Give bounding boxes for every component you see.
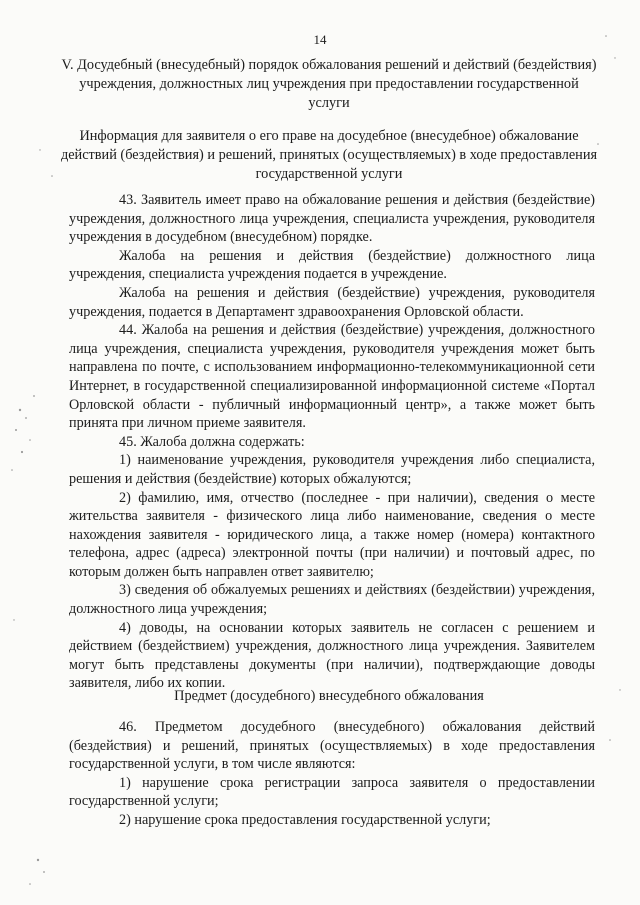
list-item-46-1: 1) нарушение срока регистрации запроса заявителя о предоставлении государственной услуги; xyxy=(69,774,595,810)
list-item-45-4: 4) доводы, на основании которых заявитель не согласен с решением и действием (бездействием) учреждения, должностного лица учреждения. Заявителем могут быть представлены документы (при наличии), подтверждающие доводы заявителя, либо их копии. xyxy=(69,619,595,692)
paragraph-43: 43. Заявитель имеет право на обжалование решения и действия (бездействие) учреждения, должностного лица учреждения, специалиста учреждения, руководителя учреждения в досудебном (внесудебном) порядке. xyxy=(69,192,595,246)
subject-heading: Предмет (досудебного) внесудебного обжалования xyxy=(174,688,484,704)
info-heading: Информация для заявителя о его праве на досудебное (внесудебное) обжалование действий (бездействия) и решений, принятых (осуществляемых) в ходе предоставления государственной услуги xyxy=(60,128,598,182)
list-item-45-1: 1) наименование учреждения, руководителя учреждения либо специалиста, решения и действия (бездействие) которых обжалуются; xyxy=(69,452,595,487)
list-item-45-3: 3) сведения об обжалуемых решениях и действиях (бездействии) учреждения, должностного лица учреждения; xyxy=(69,582,595,618)
paragraph-complaint-official: Жалоба на решения и действия (бездействие) должностного лица учреждения, специалиста учреждения подается в учреждение. xyxy=(69,247,595,283)
paragraph-46: 46. Предметом досудебного (внесудебного) обжалования действий (бездействия) и решений, принятых (осуществляемых) в ходе предоставления государственной услуги, в том числе являются: xyxy=(69,719,595,773)
list-item-45-2: 2) фамилию, имя, отчество (последнее - при наличии), сведения о месте жительства заявителя - физического лица либо наименование, сведения о месте нахождения заявителя - юридического лица, а также номер (номера) контактного телефона, адрес (адреса) электронной почты (при наличии) и почтовый адрес, по которым должен быть направлен ответ заявителю; xyxy=(69,489,595,580)
section-heading: V. Досудебный (внесудебный) порядок обжалования решений и действий (бездействия) учреждения, должностных лиц учреждения при предоставлении государственной услуги xyxy=(61,57,597,111)
page-number: 14 xyxy=(313,32,327,47)
list-item-46-2: 2) нарушение срока предоставления государственной услуги; xyxy=(119,811,491,828)
body-text-block-1 xyxy=(69,191,595,693)
paragraph-complaint-head: Жалоба на решения и действия (бездействие) учреждения, руководителя учреждения, подается в Департамент здравоохранения Орловской области. xyxy=(69,284,595,320)
body-text-block-2 xyxy=(69,718,595,830)
paragraph-44: 44. Жалоба на решения и действия (бездействие) учреждения, должностного лица учреждения, специалиста учреждения, руководителя учреждения может быть направлена по почте, с использованием информационно-телекоммуникационной сети Интернет, в государственной специализированной информационной системе «Портал Орловской области - публичный информационный центр», а также может быть принята при личном приеме заявителя. xyxy=(69,322,595,432)
paragraph-45: 45. Жалоба должна содержать: xyxy=(119,433,305,450)
